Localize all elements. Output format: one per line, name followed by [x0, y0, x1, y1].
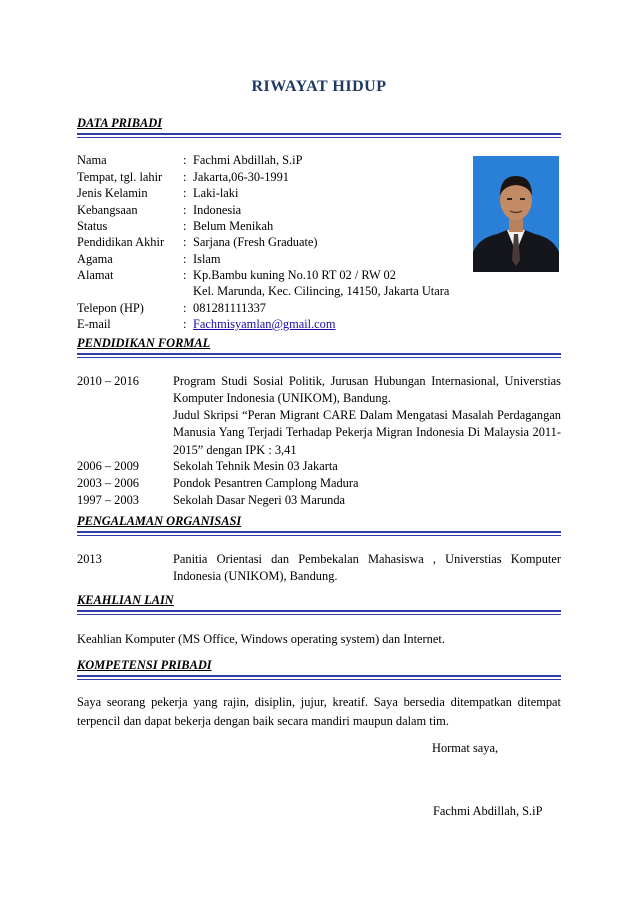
- email-link[interactable]: Fachmisyamlan@gmail.com: [193, 317, 336, 331]
- colon: :: [183, 235, 187, 249]
- colon: :: [183, 170, 187, 184]
- colon: :: [183, 186, 187, 200]
- value-nama: Fachmi Abdillah, S.iP: [193, 153, 303, 167]
- section-heading-pengalaman-organisasi: PENGALAMAN ORGANISASI: [77, 514, 242, 528]
- section-divider: [77, 675, 561, 680]
- label-status: Status: [77, 219, 108, 233]
- education-item: Judul Skripsi “Peran Migrant CARE Dalam Mengatasi Masalah Perdagangan Manusia Yang Terjadi Terhadap Pekerja Migran Indonesia Di Malaysia 2011-2015” dengan IPK : 3,41: [173, 408, 561, 457]
- person-portrait-icon: [473, 156, 559, 272]
- section-heading-data-pribadi: DATA PRIBADI: [77, 116, 163, 130]
- value-kebangsaan: Indonesia: [193, 203, 242, 217]
- organization-period: 2013: [77, 552, 102, 566]
- section-heading-keahlian-lain: KEAHLIAN LAIN: [77, 593, 174, 607]
- education-period: 2006 – 2009: [77, 459, 139, 473]
- organization-item: Panitia Orientasi dan Pembekalan Mahasiswa , Universtias Komputer Indonesia (UNIKOM), Bandung.: [173, 552, 561, 584]
- education-item: Program Studi Sosial Politik, Jurusan Hubungan Internasional, Universtias Komputer Indonesia (UNIKOM), Bandung.: [173, 374, 561, 406]
- education-item: Sekolah Tehnik Mesin 03 Jakarta: [173, 459, 338, 473]
- colon: :: [183, 301, 187, 315]
- section-divider: [77, 531, 561, 536]
- profile-photo: [473, 156, 559, 272]
- value-jenis-kelamin: Laki-laki: [193, 186, 239, 200]
- colon: :: [183, 268, 187, 282]
- label-agama: Agama: [77, 252, 113, 266]
- label-pendidikan-akhir: Pendidikan Akhir: [77, 235, 165, 249]
- value-alamat-line2: Kel. Marunda, Kec. Cilincing, 14150, Jakarta Utara: [193, 284, 450, 298]
- section-heading-kompetensi-pribadi: KOMPETENSI PRIBADI: [77, 658, 212, 672]
- label-kebangsaan: Kebangsaan: [77, 203, 138, 217]
- colon: :: [183, 252, 187, 266]
- colon: :: [183, 317, 187, 331]
- label-alamat: Alamat: [77, 268, 114, 282]
- section-divider: [77, 133, 561, 138]
- colon: :: [183, 153, 187, 167]
- education-period: 2010 – 2016: [77, 374, 139, 388]
- education-period: 1997 – 2003: [77, 493, 139, 507]
- page-title: RIWAYAT HIDUP: [251, 78, 387, 95]
- section-heading-pendidikan-formal: PENDIDIKAN FORMAL: [77, 336, 211, 350]
- label-ttl: Tempat, tgl. lahir: [77, 170, 163, 184]
- value-telepon: 081281111337: [193, 301, 266, 315]
- value-alamat: Kp.Bambu kuning No.10 RT 02 / RW 02: [193, 268, 396, 282]
- education-item: Sekolah Dasar Negeri 03 Marunda: [173, 493, 346, 507]
- signature-name: Fachmi Abdillah, S.iP: [433, 804, 543, 818]
- colon: :: [183, 219, 187, 233]
- label-email: E-mail: [77, 317, 111, 331]
- label-nama: Nama: [77, 153, 107, 167]
- value-agama: Islam: [193, 252, 221, 266]
- section-divider: [77, 353, 561, 358]
- colon: :: [183, 203, 187, 217]
- education-item: Pondok Pesantren Camplong Madura: [173, 476, 359, 490]
- education-period: 2003 – 2006: [77, 476, 139, 490]
- label-telepon: Telepon (HP): [77, 301, 144, 315]
- skills-text: Keahlian Komputer (MS Office, Windows operating system) dan Internet.: [77, 632, 445, 646]
- label-jenis-kelamin: Jenis Kelamin: [77, 186, 148, 200]
- competence-text: Saya seorang pekerja yang rajin, disiplin, jujur, kreatif. Saya bersedia ditempatkan ditempat terpencil dan dapat bekerja dengan baik secara mandiri maupun dalam tim.: [77, 695, 561, 728]
- value-status: Belum Menikah: [193, 219, 274, 233]
- closing-text: Hormat saya,: [432, 741, 499, 755]
- value-pendidikan-akhir: Sarjana (Fresh Graduate): [193, 235, 318, 249]
- value-ttl: Jakarta,06-30-1991: [193, 170, 289, 184]
- section-divider: [77, 610, 561, 615]
